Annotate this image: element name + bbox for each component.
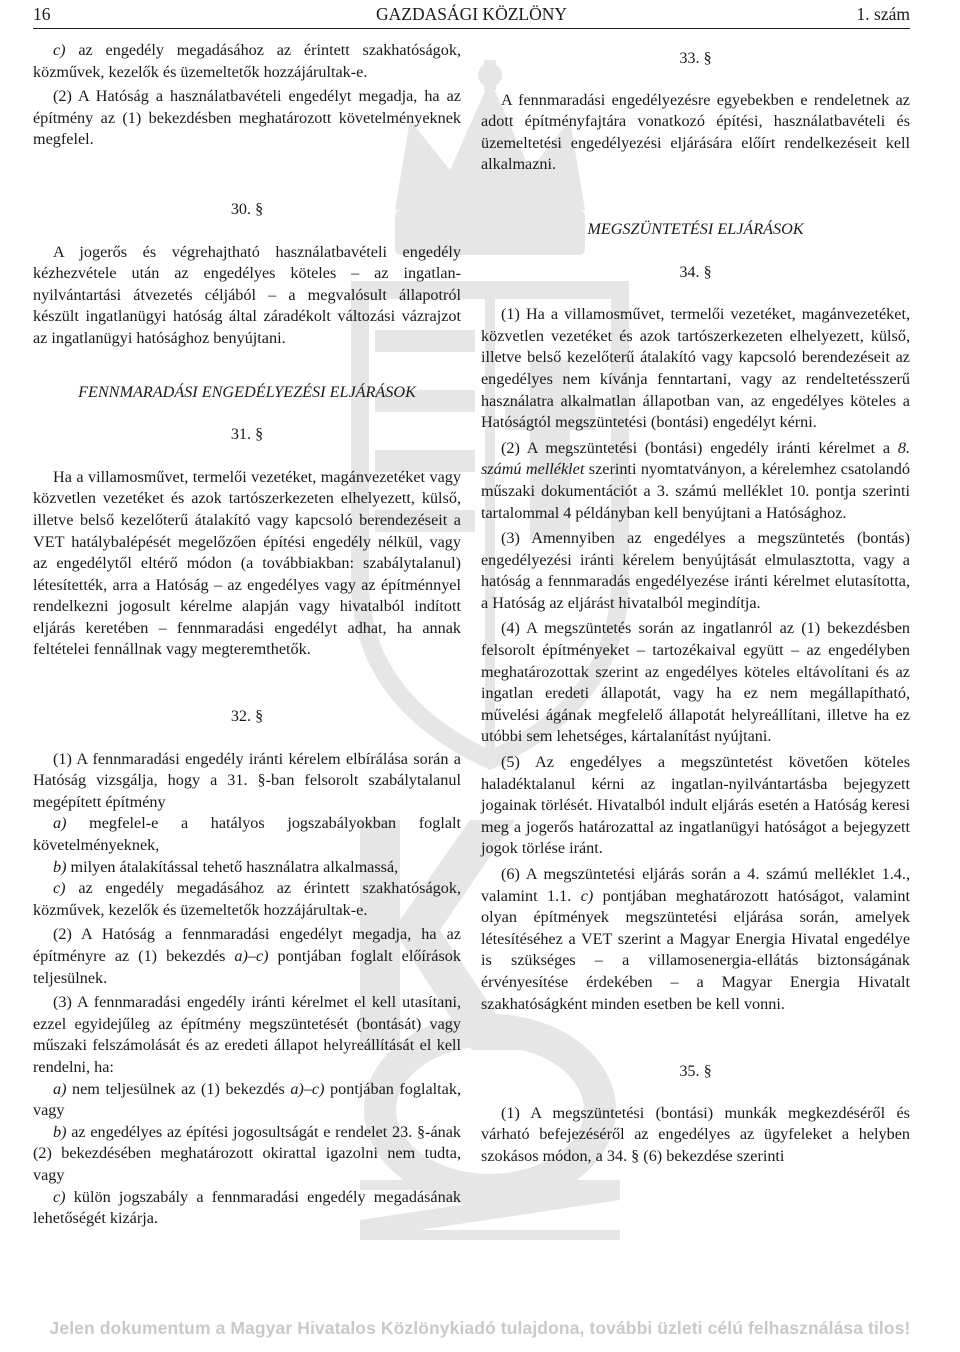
text-part: pontjában meghatározott hatóságot, valamint olyan építmények megszüntetési eljárása során, amelyek létesítéséhez a VET szerint a Magyar Energia Hivatal engedélye is szükséges – a villamosenergia-ellátás biztonságának érvényesítése érdekében – a Magyar Energia Hivatalt szakhatóságként minden esetben be kell vonni. — [481, 886, 910, 1013]
section-33-text: A fennmaradási engedélyezésre egyebekben e rendeletnek az adott építményfajtára vonatkozó építési, használatbavételi és üzemeltetési engedélyezési eljárására előírt rendelkezéseit kell alkalmazni. — [481, 90, 910, 174]
paragraph-2-approval: (2) A Hatóság a használatbavételi engedélyt megadja, ha az építmény az (1) bekezdésben meghatározott követelményeknek megfelel. — [33, 87, 461, 149]
item-text: az engedélyes az építési jogosultságát e rendelet 23. §-ának (2) bekezdésében meghatározott okirattal igazolni nem tudta, vagy — [33, 1122, 461, 1184]
issue-number: 1. szám — [856, 4, 910, 24]
item-reference: a)–c) — [234, 947, 269, 965]
section-34-p6 — [481, 864, 910, 1015]
right-column — [481, 40, 910, 1168]
item-label: c) — [53, 41, 66, 59]
section-34-p1: (1) Ha a villamosművet, termelői vezetéket, magánvezetéket, közvetlen vezetéket és azok tartószerkezeten elhelyezett, külső, illetve belső kezelőterű átalakító vagy kapcsoló berendezéseit az engedélyes nem kívánja fenntartani, vagy az rendeltetésszerű használatra alkalmatlan állapotban van, az engedélyes köteles a Hatóságtól megszüntetési (bontási) engedélyt kérni. — [481, 305, 910, 432]
item-reference: a)–c) — [290, 1079, 325, 1098]
section-32-p3: (3) A fennmaradási engedély iránti kérelmet el kell utasítani, ezzel egyidejűleg az építmény megszüntetését (bontását) vagy műszaki felszámolását és az eredeti állapot helyreállítását el kell rendelni, ha: — [33, 993, 461, 1076]
section-32-heading: 32. § — [230, 707, 264, 726]
section-34-p3: (3) Amennyiben az engedélyes a megszüntetés (bontás) engedélyezési iránti kérelem benyújtását elmulasztotta, vagy a hatóság a fennmaradás engedélyezése iránti kérelmet elutasította, a Hatóság az eljárást hivatalból megindítja. — [481, 529, 910, 612]
section-32-p3-item-b — [33, 1122, 461, 1187]
item-label: b) — [53, 857, 67, 876]
item-text: külön jogszabály a fennmaradási engedély megadásának lehetőségét kizárja. — [33, 1187, 461, 1228]
section-32-item-c — [33, 878, 461, 921]
section-31-text: Ha a villamosművet, termelői vezetéket, magánvezetéket vagy közvetlen vezetéket és azok tartószerkezeten elhelyezett, külső, illetve belső kezelőterű átalakító vagy kapcsoló berendezéseit a VET hatálybalépését megelőzően építési engedély nélkül, vagy az engedélytől eltérő módon (a továbbiakban: szabálytalanul) létesítették, arra a Hatóság – az engedélyes vagy az építménnyel rendelkezni jogosult kérelme alapján vagy hivatalból indított eljárás keretében – fennmaradási engedélyt adhat, ha annak feltételei fennállnak vagy megteremthetők. — [33, 467, 461, 659]
section-34-heading: 34. § — [679, 262, 712, 281]
text-part: pontjában foglalt előírások teljesülnek. — [33, 947, 461, 987]
section-32-p1: (1) A fennmaradási engedély iránti kérelem elbírálása során a Hatóság vizsgálja, hogy a 31. §-ban felsorolt szabálytalanul megépített építmény — [33, 749, 461, 811]
section-30-heading: 30. § — [230, 199, 264, 218]
section-33-heading: 33. § — [679, 49, 712, 67]
section-32-item-a — [33, 813, 461, 856]
section-30-text: A jogerős és végrehajtható használatbavételi engedély kézhezvétele után az engedélyes köteles – az ingatlan-nyilvántartási átvezetés céljából – a megvalósult állapotról készült ingatlanügyi hatóság által záradékolt változási vázrajzot az ingatlanügyi hatósághoz benyújtani. — [33, 242, 461, 347]
item-text: megfelel-e a hatályos jogszabályokban foglalt követelményeknek, — [33, 814, 461, 855]
page-number: 16 — [33, 4, 51, 24]
left-column — [33, 40, 461, 1230]
section-34-p2 — [481, 438, 910, 524]
section-32-p3-item-c — [33, 1187, 461, 1230]
item-reference: c) — [580, 886, 594, 905]
item-text: nem teljesülnek az (1) bekezdés — [66, 1079, 291, 1098]
item-label: a) — [53, 814, 67, 833]
title-fennmaradasi: FENNMARADÁSI ENGEDÉLYEZÉSI ELJÁRÁSOK — [78, 382, 416, 401]
annex-reference: 8. számú melléklet — [481, 438, 910, 479]
ownership-notice: Jelen dokumentum a Magyar Hivatalos Közlönykiadó tulajdona, további üzleti célú felhasználása tilos! — [49, 1318, 911, 1338]
text-part: (6) A megszüntetési eljárás során a 4. számú melléklet 1.4., valamint 1.1. — [481, 865, 910, 905]
journal-title: GAZDASÁGI KÖZLÖNY — [375, 4, 568, 24]
item-label: c) — [53, 879, 66, 898]
item-text: milyen átalakítással tehető használatra alkalmassá, — [66, 857, 399, 876]
section-32-p2 — [33, 924, 461, 989]
item-label: a) — [53, 1079, 67, 1098]
item-text: pontjában foglaltak, vagy — [33, 1079, 461, 1120]
title-megszuntetesi: MEGSZÜNTETÉSI ELJÁRÁSOK — [587, 219, 804, 238]
section-32-p3-item-a — [33, 1079, 461, 1122]
item-label: b) — [53, 1122, 67, 1141]
section-34-p4: (4) A megszüntetés során az ingatlanról az (1) bekezdésben felsorolt építményeket – tartozékaival együtt – az engedélyben meghatározottak szerint az engedélyes köteles eltávolítani és az ingatlan eredeti állapotát, vagy ha ez nem megállapítható, művelési ágának megfelelő állapotát helyreállítani, illetve ha ez utóbbi sem lehetséges, kártalanítást nyújtani. — [481, 619, 910, 746]
section-34-p5: (5) Az engedélyes a megszüntetést követően köteles haladéktalanul kérni az ingatlan-nyilvántartásba bejegyzett jogainak törlését. Hivatalból indult eljárás esetén a Hatóság keresi meg a jogerős határozattal az ingatlanügyi hatóságot a bejegyzett jogok törlése iránt. — [481, 753, 910, 858]
text-part: (2) A Hatóság a fennmaradási engedélyt megadja, ha az építményre az (1) bekezdés — [33, 925, 461, 965]
text-part: szerinti nyomtatványon, a kérelemhez csatolandó műszaki dokumentációt a 3. számú melléklet 10. pontja szerinti tartalommal 4 példányban kell benyújtani a Hatósághoz. — [481, 460, 910, 522]
section-35-text: (1) A megszüntetési (bontási) munkák megkezdéséről és várható befejezéséről az engedélyes az ügyfeleket a helyben szokásos módon, a 34. § (6) bekezdése szerinti — [481, 1103, 910, 1165]
paragraph-c-consent — [33, 40, 461, 83]
section-31-heading: 31. § — [230, 425, 264, 444]
section-32-item-b — [33, 857, 461, 879]
item-text: az engedély megadásához az érintett szakhatóságok, közművek, kezelők és üzemeltetők hozzájárultak-e. — [33, 879, 461, 919]
item-text: az engedély megadásához az érintett szakhatóságok, közművek, kezelők és üzemeltetők hozzájárultak-e. — [33, 41, 461, 81]
section-35-heading: 35. § — [679, 1062, 712, 1081]
text-part: (2) A megszüntetési (bontási) engedély iránti kérelmet a — [501, 438, 898, 457]
item-label: c) — [53, 1187, 66, 1206]
page-header — [33, 0, 910, 29]
